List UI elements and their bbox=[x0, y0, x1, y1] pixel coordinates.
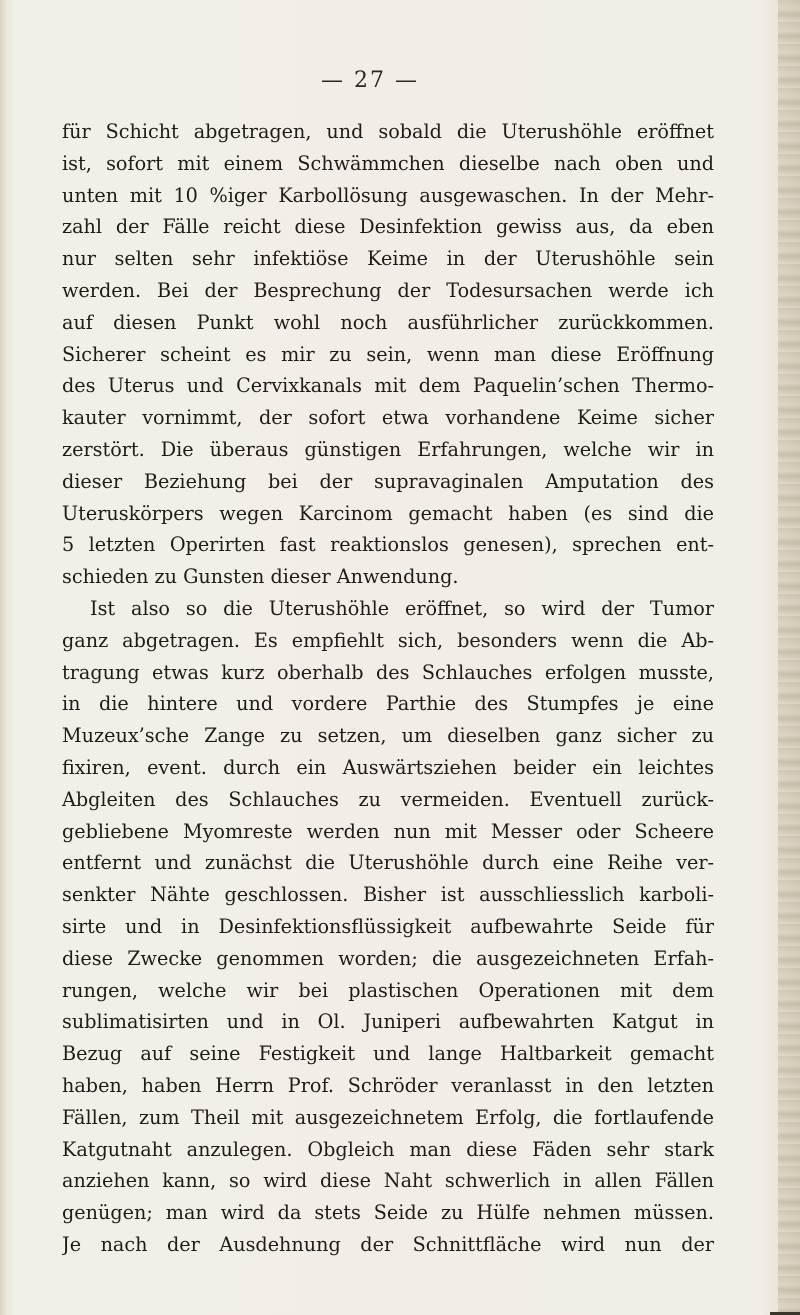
text-line: genügen; man wird da stets Seide zu Hülfe nehmen müssen. bbox=[62, 1201, 714, 1225]
binding-edge bbox=[778, 0, 800, 1315]
text-line: des Uterus und Cervixkanals mit dem Paquelin’schen Thermo- bbox=[62, 374, 714, 398]
text-line: für Schicht abgetragen, und sobald die Uterushöhle eröffnet bbox=[62, 120, 714, 143]
page-number: — 27 — bbox=[321, 68, 419, 93]
text-line: haben, haben Herrn Prof. Schröder veranlasst in den letzten bbox=[62, 1073, 714, 1097]
text-line: nur selten sehr infektiöse Keime in der Uterushöhle sein bbox=[62, 247, 714, 271]
text-line: anziehen kann, so wird diese Naht schwerlich in allen Fällen bbox=[62, 1169, 714, 1193]
text-line: Katgutnaht anzulegen. Obgleich man diese Fäden sehr stark bbox=[62, 1137, 714, 1161]
text-line: Je nach der Ausdehnung der Schnittfläche wird nun der bbox=[62, 1232, 714, 1256]
body-text bbox=[62, 116, 714, 1261]
text-line: Ist also so die Uterushöhle eröffnet, so wird der Tumor bbox=[90, 596, 714, 620]
text-line: kauter vornimmt, der sofort etwa vorhandene Keime sicher bbox=[62, 406, 714, 430]
text-line: fixiren, event. durch ein Auswärtsziehen beider ein leichtes bbox=[62, 755, 714, 779]
text-line: sirte und in Desinfektionsflüssigkeit aufbewahrte Seide für bbox=[62, 914, 714, 938]
text-line: Sicherer scheint es mir zu sein, wenn man diese Eröffnung bbox=[62, 342, 714, 366]
text-line: tragung etwas kurz oberhalb des Schlauches erfolgen musste, bbox=[62, 660, 714, 684]
text-line: Uteruskörpers wegen Karcinom gemacht haben (es sind die bbox=[62, 501, 714, 525]
left-page-edge bbox=[0, 0, 8, 1315]
text-line: senkter Nähte geschlossen. Bisher ist ausschliesslich karboli- bbox=[62, 883, 714, 907]
text-line: rungen, welche wir bei plastischen Operationen mit dem bbox=[62, 978, 714, 1002]
text-line: gebliebene Myomreste werden nun mit Messer oder Scheere bbox=[62, 819, 714, 843]
text-line: zerstört. Die überaus günstigen Erfahrungen, welche wir in bbox=[62, 437, 714, 461]
text-line: ist, sofort mit einem Schwämmchen dieselbe nach oben und bbox=[62, 151, 714, 175]
text-line: entfernt und zunächst die Uterushöhle durch eine Reihe ver- bbox=[62, 851, 714, 875]
text-line: Muzeux’sche Zange zu setzen, um dieselben ganz sicher zu bbox=[62, 724, 714, 748]
text-line: schieden zu Gunsten dieser Anwendung. bbox=[62, 565, 459, 589]
text-line: Abgleiten des Schlauches zu vermeiden. Eventuell zurück- bbox=[62, 787, 714, 811]
text-line: Bezug auf seine Festigkeit und lange Haltbarkeit gemacht bbox=[62, 1042, 714, 1066]
text-line: werden. Bei der Besprechung der Todesursachen werde ich bbox=[62, 278, 714, 302]
text-line: sublimatisirten und in Ol. Juniperi aufbewahrten Katgut in bbox=[62, 1010, 714, 1034]
text-line: unten mit 10 %iger Karbollösung ausgewaschen. In der Mehr- bbox=[62, 183, 714, 207]
text-line: Fällen, zum Theil mit ausgezeichnetem Erfolg, die fortlaufende bbox=[62, 1105, 714, 1129]
text-line: 5 letzten Operirten fast reaktionslos genesen), sprechen ent- bbox=[62, 533, 714, 557]
text-line: ganz abgetragen. Es empfiehlt sich, besonders wenn die Ab- bbox=[62, 628, 714, 652]
text-line: auf diesen Punkt wohl noch ausführlicher zurückkommen. bbox=[62, 310, 714, 334]
text-line: diese Zwecke genommen worden; die ausgezeichneten Erfah- bbox=[62, 946, 714, 970]
text-line: dieser Beziehung bei der supravaginalen Amputation des bbox=[62, 469, 714, 493]
text-line: in die hintere und vordere Parthie des Stumpfes je eine bbox=[62, 692, 714, 716]
text-line: zahl der Fälle reicht diese Desinfektion gewiss aus, da eben bbox=[62, 215, 714, 239]
